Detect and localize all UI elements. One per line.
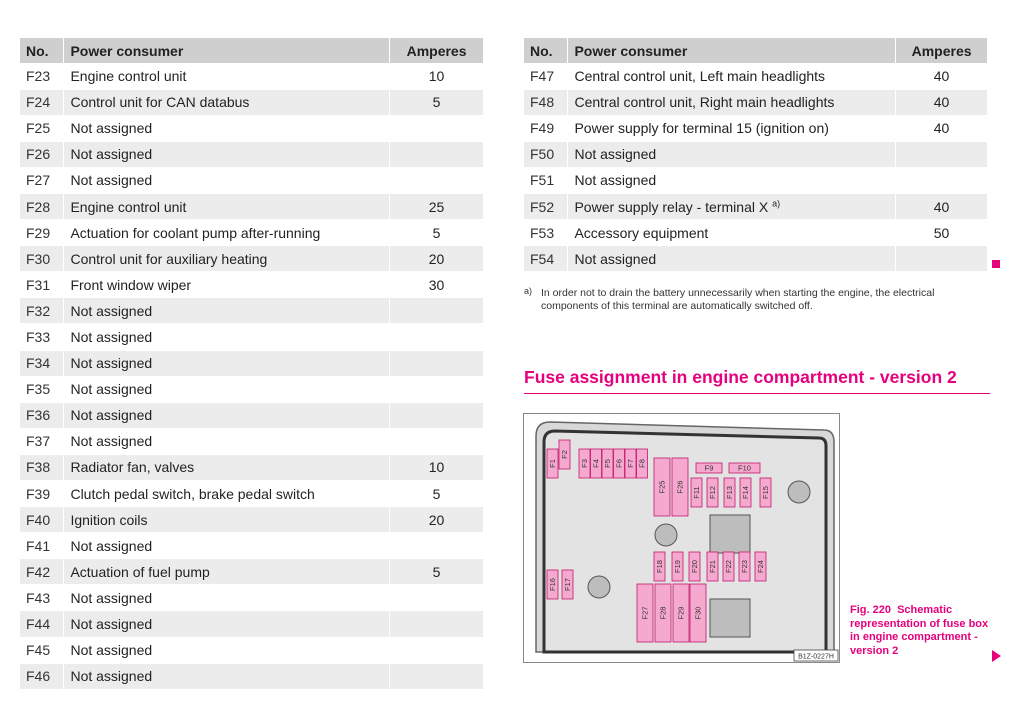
table-header-row xyxy=(524,38,988,63)
fuse-label: F7 xyxy=(626,459,636,468)
power-consumer xyxy=(64,507,390,533)
table-row xyxy=(20,246,484,272)
fuse-number: F30 xyxy=(20,246,64,272)
table-row xyxy=(524,246,988,272)
header-amperes: Amperes xyxy=(390,38,484,63)
amperes-value: 5 xyxy=(390,481,484,507)
section-end-marker xyxy=(992,260,1000,268)
power-consumer-text: Actuation for coolant pump after-running xyxy=(70,224,321,241)
table-row xyxy=(20,663,484,689)
footnote-mark: a) xyxy=(524,286,533,296)
amperes-value xyxy=(390,637,484,663)
power-consumer xyxy=(64,454,390,480)
fuse-label: F29 xyxy=(676,606,686,620)
footnote-text: In order not to drain the battery unnecessarily when starting the engine, the electrical components of this terminal are automatically switched off. xyxy=(541,287,935,312)
fuse-label: F4 xyxy=(591,459,601,468)
power-consumer-text: Not assigned xyxy=(70,642,153,659)
fuse-number: F43 xyxy=(20,585,64,611)
amperes-value xyxy=(390,428,484,454)
fuse-label: F6 xyxy=(614,459,624,468)
table-row xyxy=(20,63,484,89)
table-row xyxy=(20,533,484,559)
fuse-number: F25 xyxy=(20,115,64,141)
fuse-box-figure xyxy=(523,413,840,663)
fuse-number: F42 xyxy=(20,559,64,585)
header-power-consumer: Power consumer xyxy=(568,38,896,63)
power-consumer xyxy=(64,481,390,507)
amperes-value xyxy=(896,246,988,272)
table-row xyxy=(524,115,988,141)
fuse-label: F1 xyxy=(548,459,558,468)
power-consumer-text: Radiator fan, valves xyxy=(70,459,195,476)
power-consumer-text: Not assigned xyxy=(70,172,153,189)
table-row xyxy=(20,193,484,219)
fuse-label: F2 xyxy=(560,450,570,459)
table-row xyxy=(20,115,484,141)
table-row xyxy=(20,585,484,611)
fuse-number: F35 xyxy=(20,376,64,402)
fuse-number: F24 xyxy=(20,89,64,115)
fuse-label: F30 xyxy=(693,606,703,620)
table-row xyxy=(524,141,988,167)
power-consumer-text: Not assigned xyxy=(70,589,153,606)
power-consumer-text: Not assigned xyxy=(70,616,153,633)
table-row xyxy=(20,637,484,663)
amperes-value xyxy=(390,324,484,350)
power-consumer xyxy=(64,350,390,376)
power-consumer xyxy=(64,324,390,350)
fuse-label: F10 xyxy=(738,463,751,473)
fuse-number: F41 xyxy=(20,533,64,559)
next-page-arrow-icon xyxy=(992,650,1001,662)
power-consumer xyxy=(64,663,390,689)
fuse-number: F31 xyxy=(20,272,64,298)
power-consumer-text: Not assigned xyxy=(574,172,657,189)
fuse-number: F37 xyxy=(20,428,64,454)
power-consumer xyxy=(568,220,896,246)
power-consumer-text: Control unit for CAN databus xyxy=(70,94,250,111)
amperes-value xyxy=(390,611,484,637)
fuse-label: F28 xyxy=(658,606,668,620)
fuse-number: F23 xyxy=(20,63,64,89)
power-consumer-text: Central control unit, Right main headlights xyxy=(574,94,835,111)
table-row xyxy=(20,167,484,193)
table-header-row xyxy=(20,38,484,63)
fuse-label: F26 xyxy=(675,480,685,494)
fuse-table-right xyxy=(524,38,988,272)
fuse-number: F53 xyxy=(524,220,568,246)
power-consumer-text: Central control unit, Left main headlights xyxy=(574,67,826,84)
amperes-value: 20 xyxy=(390,246,484,272)
fuse-box-diagram xyxy=(524,414,839,662)
power-consumer-text: Not assigned xyxy=(70,120,153,137)
power-consumer-text: Not assigned xyxy=(70,668,153,685)
amperes-value xyxy=(390,350,484,376)
fuse-label: F23 xyxy=(740,560,750,573)
power-consumer-text: Not assigned xyxy=(70,328,153,345)
table-row xyxy=(20,220,484,246)
power-consumer-text: Not assigned xyxy=(70,355,153,372)
table-row xyxy=(20,272,484,298)
fuse-label: F27 xyxy=(640,606,650,620)
power-consumer-text: Accessory equipment xyxy=(574,224,709,241)
table-row xyxy=(20,454,484,480)
fuse-label: F13 xyxy=(725,486,735,499)
power-consumer-text: Not assigned xyxy=(70,537,153,554)
power-consumer xyxy=(64,115,390,141)
fuse-label: F18 xyxy=(655,560,665,573)
fuse-number: F40 xyxy=(20,507,64,533)
fuse-label: F22 xyxy=(724,560,734,573)
amperes-value: 40 xyxy=(896,63,988,89)
header-power-consumer: Power consumer xyxy=(64,38,390,63)
fuse-label: F25 xyxy=(657,480,667,494)
table-row xyxy=(20,324,484,350)
fuse-table-left xyxy=(20,38,484,690)
power-consumer-text: Engine control unit xyxy=(70,67,187,84)
amperes-value: 40 xyxy=(896,115,988,141)
fuse-label: F11 xyxy=(692,486,702,499)
amperes-value xyxy=(390,115,484,141)
power-consumer xyxy=(568,141,896,167)
power-consumer xyxy=(64,376,390,402)
table-row xyxy=(20,350,484,376)
amperes-value: 25 xyxy=(390,193,484,219)
fuse-label: F8 xyxy=(637,459,647,468)
power-consumer-text: Not assigned xyxy=(70,433,153,450)
header-no: No. xyxy=(524,38,568,63)
amperes-value: 50 xyxy=(896,220,988,246)
fuse-number: F50 xyxy=(524,141,568,167)
power-consumer xyxy=(64,611,390,637)
power-consumer xyxy=(568,167,896,193)
figure-number: Fig. 220 xyxy=(850,604,891,616)
footnote-reference: a) xyxy=(772,197,781,208)
power-consumer xyxy=(568,193,896,219)
fuse-label: F17 xyxy=(563,578,573,591)
power-consumer xyxy=(64,246,390,272)
fuse-number: F49 xyxy=(524,115,568,141)
figure-caption xyxy=(850,604,995,658)
power-consumer xyxy=(64,559,390,585)
fuse-number: F54 xyxy=(524,246,568,272)
fuse-number: F33 xyxy=(20,324,64,350)
power-consumer-text: Actuation of fuel pump xyxy=(70,563,210,580)
power-consumer xyxy=(568,63,896,89)
amperes-value xyxy=(896,141,988,167)
table-row xyxy=(524,63,988,89)
fuse-number: F34 xyxy=(20,350,64,376)
amperes-value xyxy=(390,533,484,559)
amperes-value: 10 xyxy=(390,63,484,89)
mounting-hole xyxy=(655,524,677,546)
amperes-value xyxy=(390,402,484,428)
fuse-label: F21 xyxy=(708,560,718,573)
amperes-value xyxy=(390,663,484,689)
power-consumer-text: Not assigned xyxy=(574,250,657,267)
amperes-value: 40 xyxy=(896,89,988,115)
power-consumer xyxy=(64,428,390,454)
power-consumer xyxy=(568,246,896,272)
power-consumer-text: Power supply for terminal 15 (ignition on) xyxy=(574,120,829,137)
fuse-label: F19 xyxy=(673,560,683,573)
power-consumer-text: Control unit for auxiliary heating xyxy=(70,250,268,267)
amperes-value: 30 xyxy=(390,272,484,298)
fuse-number: F39 xyxy=(20,481,64,507)
fuse-number: F27 xyxy=(20,167,64,193)
mounting-hole xyxy=(588,576,610,598)
fuse-label: F15 xyxy=(761,486,771,499)
header-amperes: Amperes xyxy=(896,38,988,63)
power-consumer xyxy=(64,298,390,324)
power-consumer xyxy=(568,115,896,141)
power-consumer xyxy=(64,63,390,89)
power-consumer xyxy=(64,167,390,193)
table-row xyxy=(20,376,484,402)
amperes-value xyxy=(390,167,484,193)
amperes-value: 5 xyxy=(390,89,484,115)
fuse-label: F14 xyxy=(741,486,751,499)
fuse-number: F38 xyxy=(20,454,64,480)
fuse-number: F32 xyxy=(20,298,64,324)
table-row xyxy=(20,611,484,637)
table-row xyxy=(20,481,484,507)
fuse-label: F3 xyxy=(580,459,590,468)
amperes-value xyxy=(390,141,484,167)
fuse-label: F12 xyxy=(708,486,718,499)
fuse-label: F20 xyxy=(690,560,700,573)
fuse-label: F5 xyxy=(603,459,613,468)
amperes-value xyxy=(390,585,484,611)
fuse-number: F29 xyxy=(20,220,64,246)
amperes-value: 5 xyxy=(390,559,484,585)
table-row xyxy=(524,167,988,193)
fuse-number: F47 xyxy=(524,63,568,89)
amperes-value xyxy=(390,298,484,324)
power-consumer xyxy=(64,272,390,298)
amperes-value: 20 xyxy=(390,507,484,533)
fuse-label: F24 xyxy=(756,560,766,573)
power-consumer xyxy=(64,220,390,246)
power-consumer-text: Engine control unit xyxy=(70,198,187,215)
table-row xyxy=(20,507,484,533)
power-consumer-text: Ignition coils xyxy=(70,511,148,528)
fuse-label: F9 xyxy=(704,463,714,473)
fuse-number: F52 xyxy=(524,193,568,219)
power-consumer xyxy=(64,637,390,663)
fuse-number: F46 xyxy=(20,663,64,689)
figure-caption-text: Schematic representation of fuse box in engine compartment - version 2 xyxy=(850,604,989,657)
table-row xyxy=(20,89,484,115)
amperes-value xyxy=(390,376,484,402)
table-row xyxy=(524,220,988,246)
amperes-value: 10 xyxy=(390,454,484,480)
table-row xyxy=(524,193,988,219)
header-no: No. xyxy=(20,38,64,63)
fuse-number: F48 xyxy=(524,89,568,115)
table-row xyxy=(20,559,484,585)
fuse-number: F51 xyxy=(524,167,568,193)
power-consumer-text: Not assigned xyxy=(70,407,153,424)
amperes-value: 40 xyxy=(896,193,988,219)
table-row xyxy=(20,298,484,324)
power-consumer-text: Power supply relay - terminal X xyxy=(574,198,769,215)
amperes-value: 5 xyxy=(390,220,484,246)
table-row xyxy=(20,141,484,167)
relay-socket xyxy=(710,515,750,553)
figure-code: B1Z-0227H xyxy=(798,653,834,661)
table-row xyxy=(20,402,484,428)
power-consumer xyxy=(64,193,390,219)
power-consumer-text: Not assigned xyxy=(70,381,153,398)
power-consumer xyxy=(64,402,390,428)
footnote xyxy=(524,287,994,312)
amperes-value xyxy=(896,167,988,193)
power-consumer-text: Not assigned xyxy=(70,146,153,163)
fuse-number: F44 xyxy=(20,611,64,637)
fuse-number: F28 xyxy=(20,193,64,219)
fuse-number: F45 xyxy=(20,637,64,663)
fuse-number: F36 xyxy=(20,402,64,428)
power-consumer xyxy=(568,89,896,115)
power-consumer xyxy=(64,89,390,115)
fuse-number: F26 xyxy=(20,141,64,167)
power-consumer xyxy=(64,585,390,611)
fuse-label: F16 xyxy=(548,578,558,591)
relay-socket xyxy=(710,599,750,637)
power-consumer xyxy=(64,141,390,167)
power-consumer-text: Not assigned xyxy=(70,302,153,319)
mounting-hole xyxy=(788,481,810,503)
table-row xyxy=(524,89,988,115)
power-consumer xyxy=(64,533,390,559)
power-consumer-text: Clutch pedal switch, brake pedal switch xyxy=(70,485,315,502)
power-consumer-text: Not assigned xyxy=(574,146,657,163)
table-row xyxy=(20,428,484,454)
section-title: Fuse assignment in engine compartment - version 2 xyxy=(524,367,990,394)
power-consumer-text: Front window wiper xyxy=(70,276,192,293)
